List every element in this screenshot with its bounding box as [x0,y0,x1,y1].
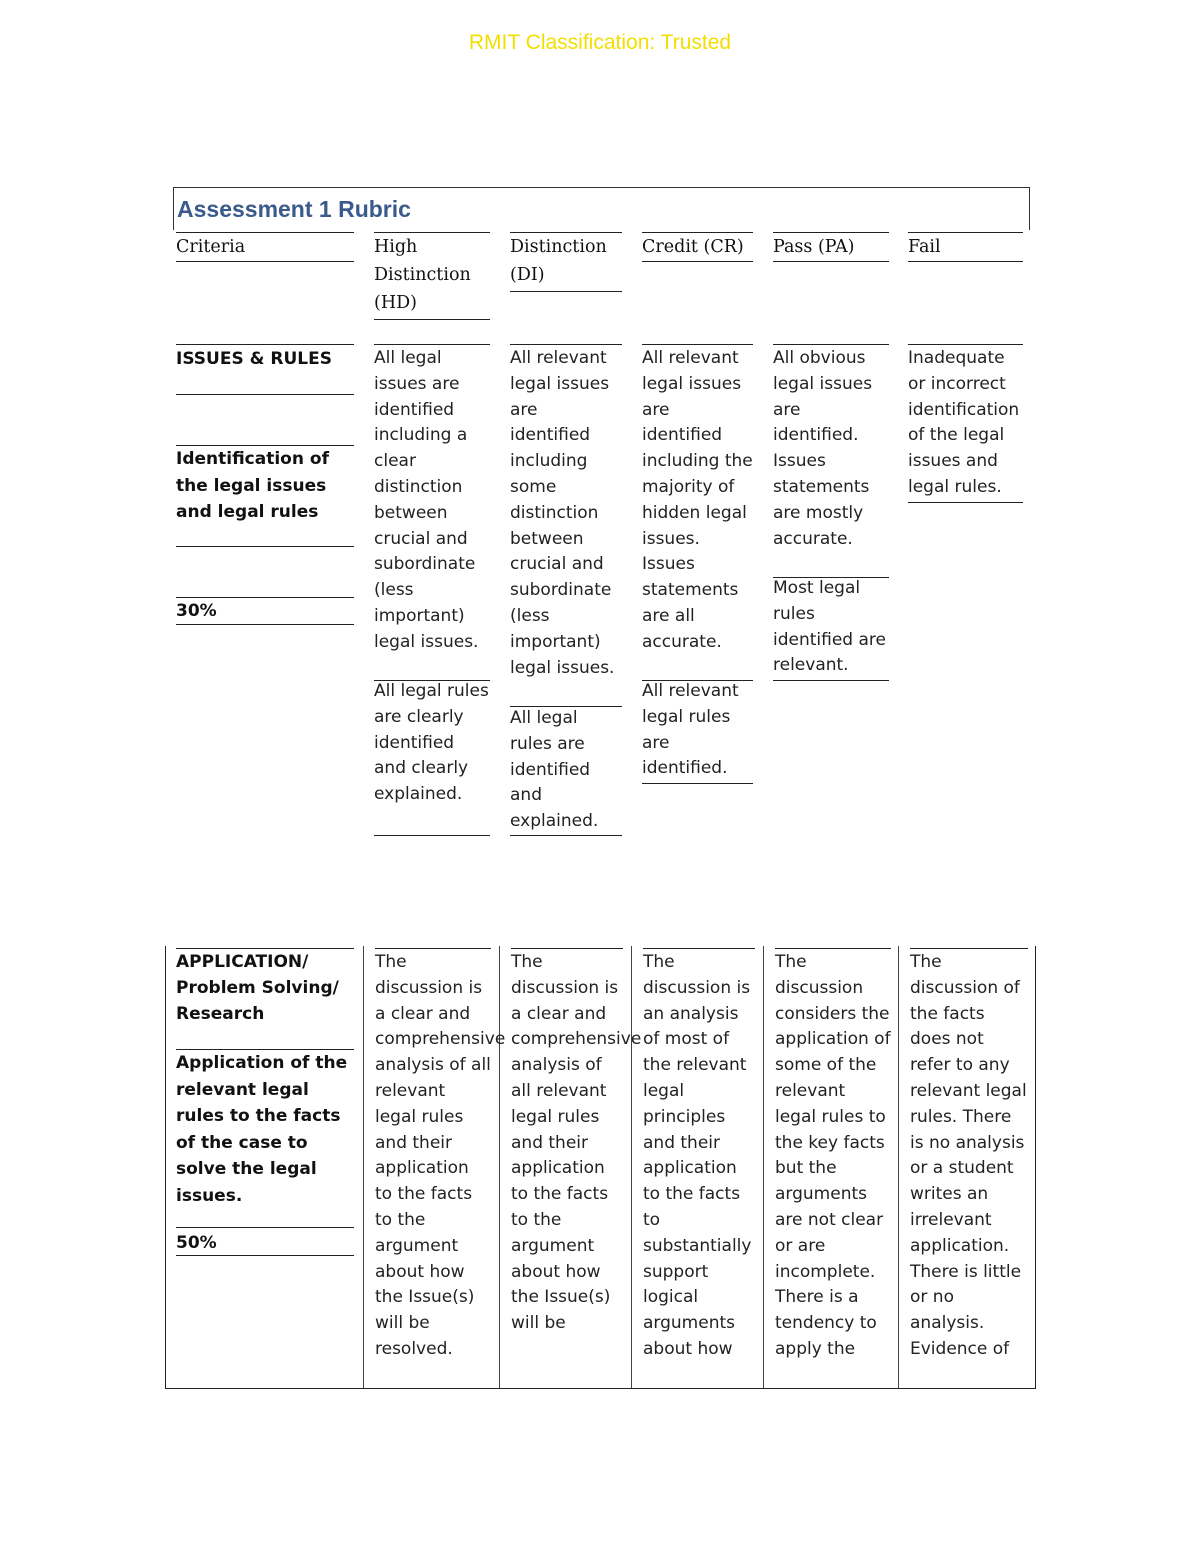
di-application-descriptor: The discussion is a clear and comprehensive analysis of all relevant legal rules and their application to the facts to the argument about how the Issue(s) will be [511,948,623,1389]
criterion-weight-issues: 30% [176,601,217,621]
cr-application-descriptor: The discussion is an analysis of most of the relevant legal principles and their application to the facts to substantially support logical arguments about how [643,948,755,1389]
criterion-desc-issues: Identification of the legal issues and legal rules [176,449,329,522]
di-rules-descriptor: All legal rules are identified and explained. [510,706,622,836]
di-issues-descriptor: All relevant legal issues are identified including some distinction between crucial and subordinate (less important) legal issues. [510,344,622,707]
cr-rules-descriptor: All relevant legal rules are identified. [642,679,753,784]
rubric-title: Assessment 1 Rubric [177,196,411,222]
criterion-weight-application: 50% [176,1233,217,1253]
column-header-pa: Pass (PA) [773,232,889,262]
hd-application-descriptor: The discussion is a clear and comprehensive analysis of all relevant legal rules and their application to the facts to the argument about how the Issue(s) will be resolved. [375,948,491,1389]
column-header-hd: High Distinction (HD) [374,232,490,320]
column-header-cr: Credit (CR) [642,232,753,262]
column-header-criteria: Criteria [176,232,354,262]
pa-rules-descriptor: Most legal rules identified are relevant. [773,576,889,681]
classification-label: RMIT Classification: Trusted [468,31,732,54]
column-header-fail: Fail [908,232,1023,262]
pa-application-descriptor: The discussion considers the application of some of the relevant legal rules to the key facts but the arguments are not clear or are incomplete. There is a tendency to apply the [775,948,891,1389]
rubric-title-box [173,187,1030,230]
criterion-title-application: APPLICATION/ Problem Solving/ Research [176,948,354,1051]
cr-issues-descriptor: All relevant legal issues are identified including the majority of hidden legal issues. Issues statements are all accurate. [642,344,753,681]
hd-rules-descriptor: All legal rules are clearly identified and clearly explained. [374,679,490,836]
criterion-desc-application: Application of the relevant legal rules to the facts of the case to solve the legal issues. [176,1053,348,1206]
fail-issues-descriptor: Inadequate or incorrect identification of the legal issues and legal rules. [908,344,1023,503]
column-header-di: Distinction (DI) [510,232,622,292]
hd-issues-descriptor: All legal issues are identified including a clear distinction between crucial and subordinate (less important) legal issues. [374,344,490,681]
criterion-title-issues: ISSUES & RULES [176,349,332,369]
application-table [165,946,1036,1389]
fail-application-descriptor: The discussion of the facts does not refer to any relevant legal rules. There is no analysis or a student writes an irrelevant application. There is little or no analysis. Evidence of [910,948,1028,1389]
pa-issues-descriptor: All obvious legal issues are identified. Issues statements are mostly accurate. [773,344,889,578]
